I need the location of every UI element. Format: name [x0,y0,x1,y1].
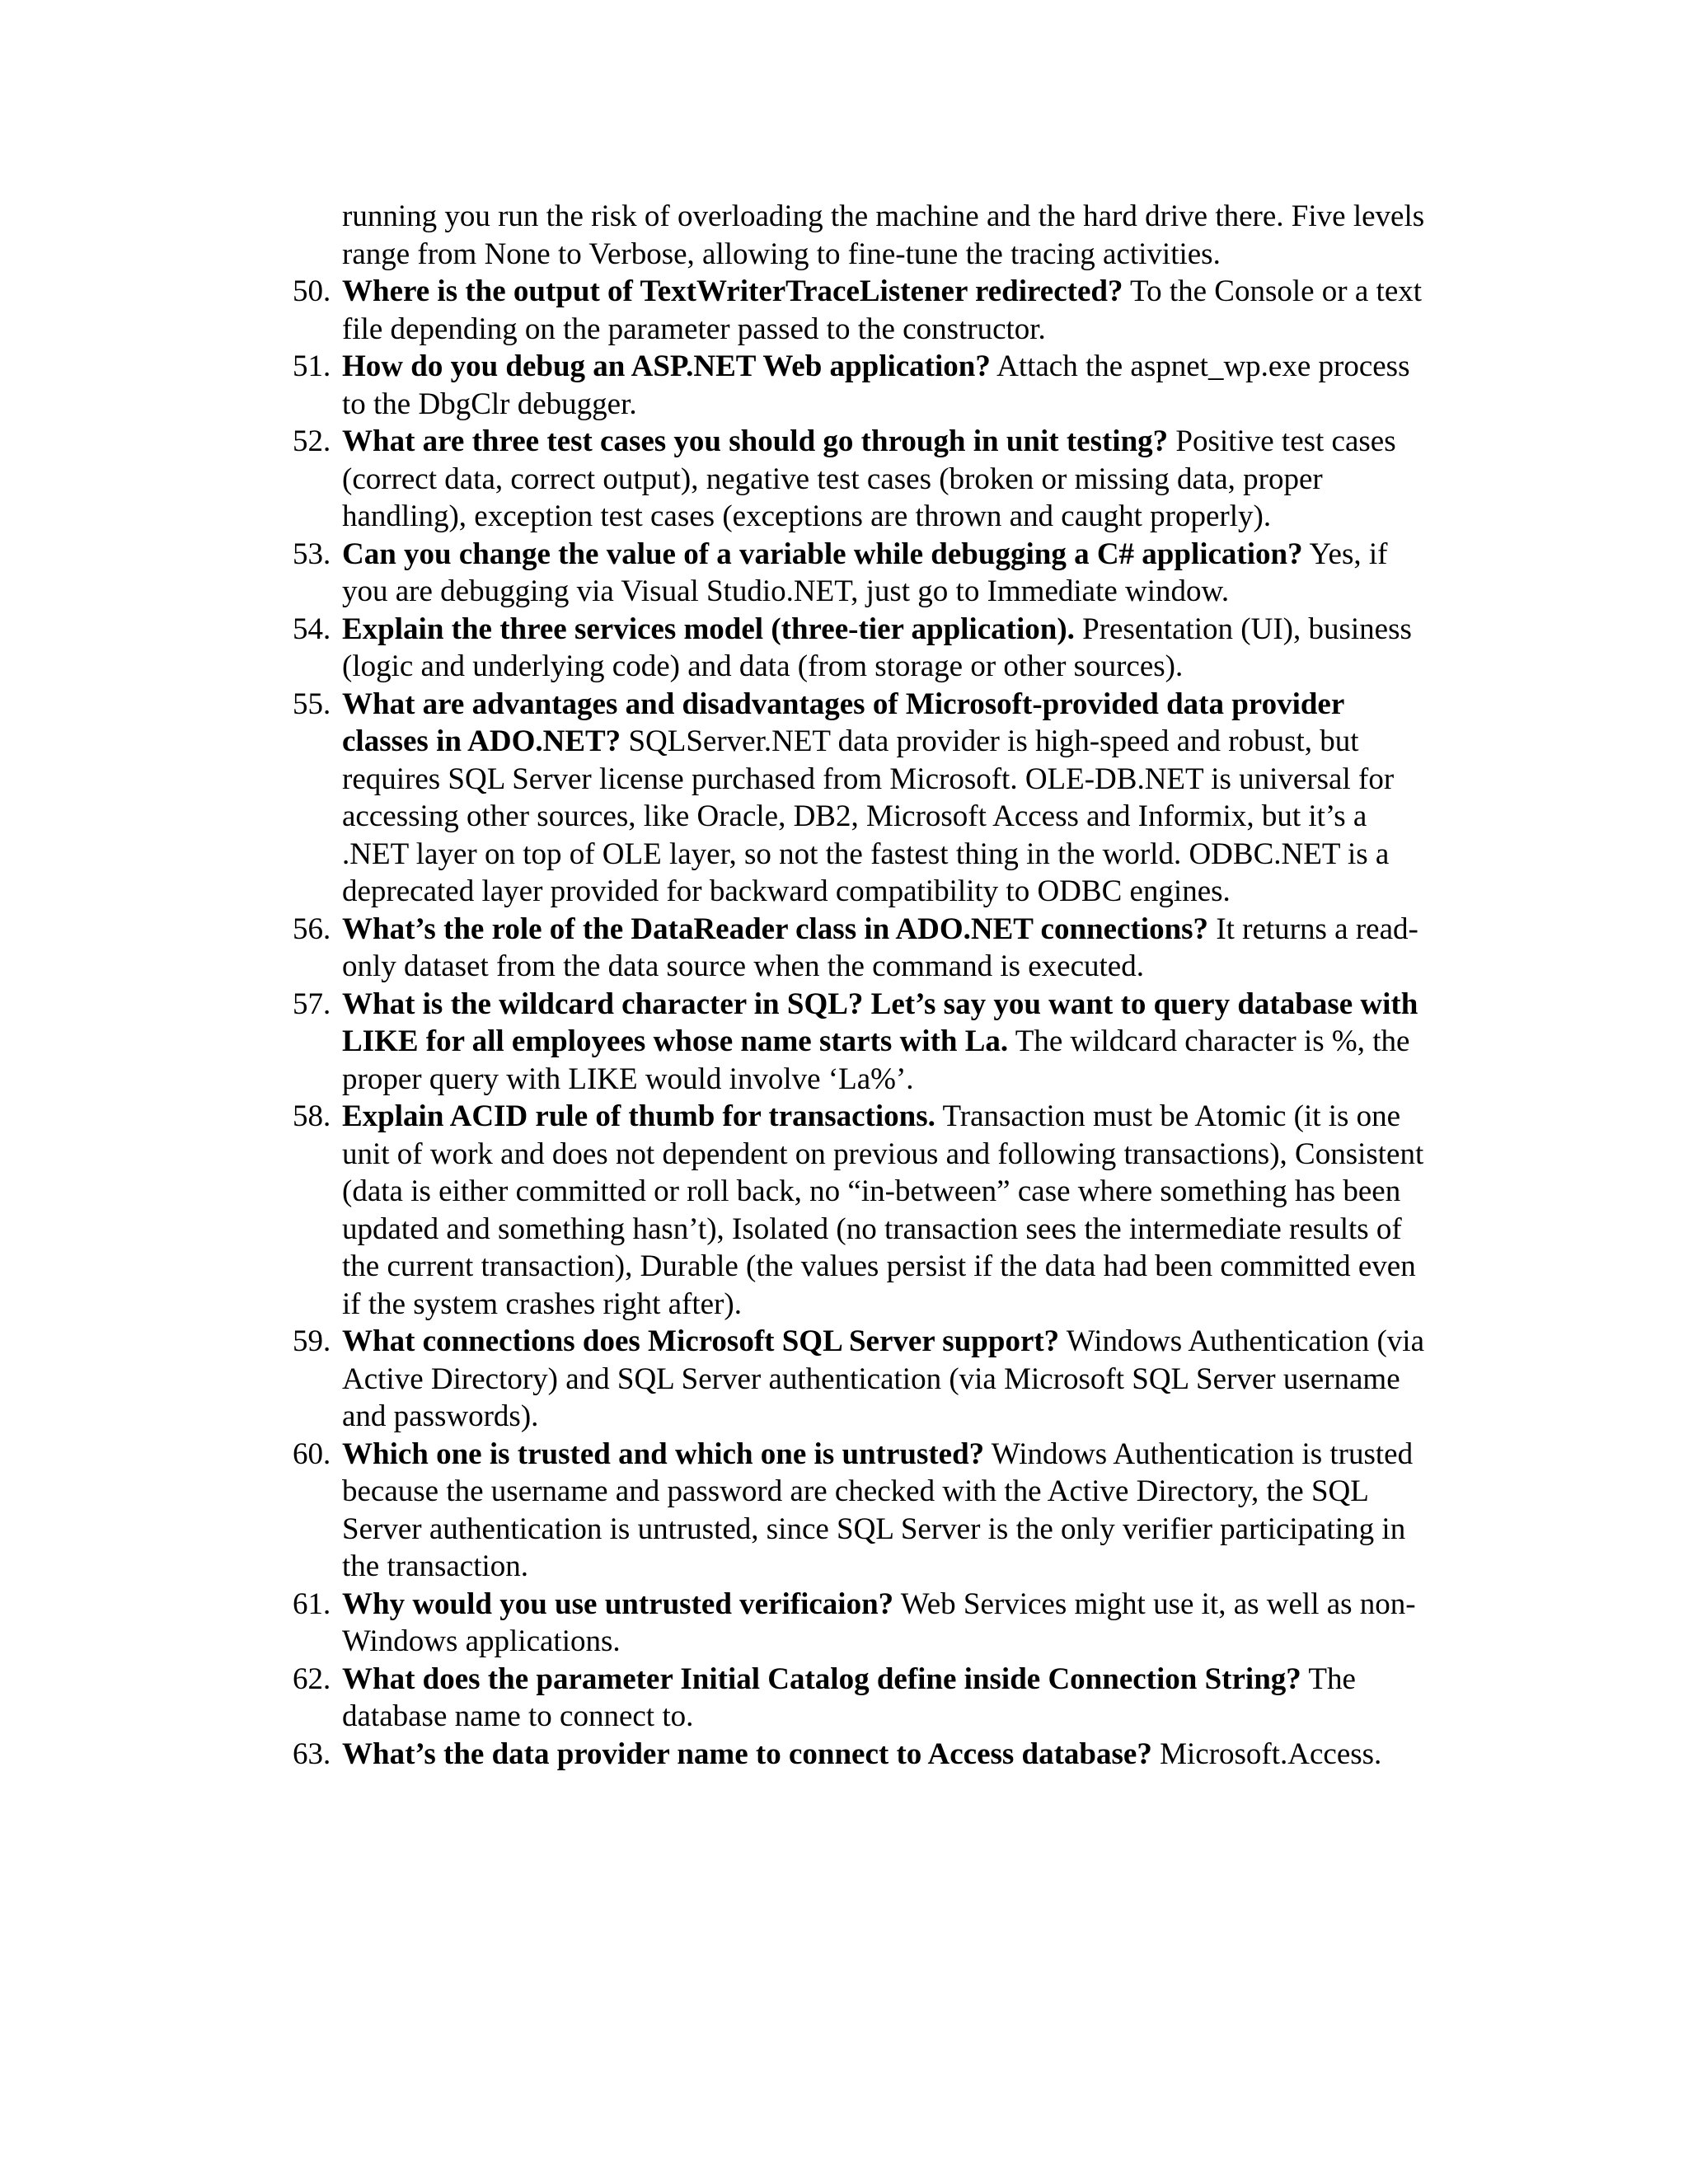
list-item [0,536,1430,611]
list-item [0,423,1430,536]
item-number: 60. [293,1436,331,1471]
question-text: Explain the three services model (three-tier application). [342,612,1075,646]
item-number: 56. [293,912,331,946]
item-number: 57. [293,987,331,1021]
question-text: How do you debug an ASP.NET Web application? [342,349,991,383]
question-text: What are three test cases you should go through in unit testing? [342,424,1169,458]
question-text: What does the parameter Initial Catalog define inside Connection String? [342,1661,1301,1696]
list-item [0,1661,1430,1736]
question-text: What connections does Microsoft SQL Server support? [342,1324,1060,1358]
question-text: What’s the data provider name to connect to Access database? [342,1736,1152,1771]
list-item [0,686,1430,911]
list-item [0,1736,1430,1774]
question-text: What are advantages and disadvantages of Microsoft-provided data provider classes in ADO.NET? [342,687,1344,758]
answer-text: The wildcard character is %, the proper query with LIKE would involve ‘La%’. [342,1024,1410,1096]
answer-text: The database name to connect to. [342,1661,1356,1733]
question-text: What is the wildcard character in SQL? Let’s say you want to query database with LIKE for all employees whose name starts with La. [342,987,1418,1058]
item-number: 63. [293,1736,331,1771]
list-item [0,348,1430,423]
answer-text: Web Services might use it, as well as non-Windows applications. [342,1586,1416,1658]
item-number: 61. [293,1586,331,1621]
question-text: What’s the role of the DataReader class in ADO.NET connections? [342,912,1209,946]
answer-text: Windows Authentication is trusted because the username and password are checked with the Active Directory, the SQL Server authentication is untrusted, since SQL Server is the only verifier participating in the transaction. [342,1436,1414,1583]
question-text: Why would you use untrusted verificaion? [342,1586,894,1621]
list-item [0,1323,1430,1436]
question-text: Explain ACID rule of thumb for transactions. [342,1099,935,1133]
list-item [0,1098,1430,1323]
list-item [0,1436,1430,1586]
answer-text: Attach the aspnet_wp.exe process to the DbgClr debugger. [342,349,1410,421]
continuation-paragraph: running you run the risk of overloading the machine and the hard drive there. Five levels range from None to Verbose, allowing to fine-tune the tracing activities. [342,199,1425,271]
answer-text: It returns a read-only dataset from the data source when the command is executed. [342,912,1418,983]
item-number: 55. [293,687,331,721]
item-number: 59. [293,1324,331,1358]
answer-text: SQLServer.NET data provider is high-speed and robust, but requires SQL Server license purchased from Microsoft. OLE-DB.NET is universal for accessing other sources, like Oracle, DB2, Microsoft Access and Informix, but it’s a .NET layer on top of OLE layer, so not the fastest thing in the world. ODBC.NET is a deprecated layer provided for backward compatibility to ODBC engines. [342,724,1395,908]
list-item [0,986,1430,1099]
question-text: Where is the output of TextWriterTraceListener redirected? [342,274,1123,308]
answer-text: Windows Authentication (via Active Directory) and SQL Server authentication (via Microsoft SQL Server username and passwords). [342,1324,1424,1433]
item-number: 54. [293,612,331,646]
item-number: 62. [293,1661,331,1696]
item-number: 53. [293,537,331,571]
answer-text: Presentation (UI), business (logic and underlying code) and data (from storage or other sources). [342,612,1412,683]
list-item [0,911,1430,986]
list-item [0,611,1430,686]
answer-text: Microsoft.Access. [1160,1736,1382,1771]
question-text: Can you change the value of a variable while debugging a C# application? [342,537,1303,571]
item-number: 51. [293,349,331,383]
answer-text: To the Console or a text file depending on the parameter passed to the constructor. [342,274,1423,346]
list-item [0,1586,1430,1661]
list-item [0,273,1430,348]
question-text: Which one is trusted and which one is untrusted? [342,1436,985,1471]
item-number: 52. [293,424,331,458]
qa-list [0,273,1688,1773]
answer-text: Transaction must be Atomic (it is one unit of work and does not dependent on previous and following transactions), Consistent (data is either committed or roll back, no “in-between” case where something has been updated and something hasn’t), Isolated (no transaction sees the intermediate results of the current transaction), Durable (the values persist if the data had been committed even if the system crashes right after). [342,1099,1424,1321]
answer-text: Positive test cases (correct data, correct output), negative test cases (broken or missing data, proper handling), exception test cases (exceptions are thrown and caught properly). [342,424,1396,533]
answer-text: Yes, if you are debugging via Visual Studio.NET, just go to Immediate window. [342,537,1388,608]
item-number: 50. [293,274,331,308]
item-number: 58. [293,1099,331,1133]
